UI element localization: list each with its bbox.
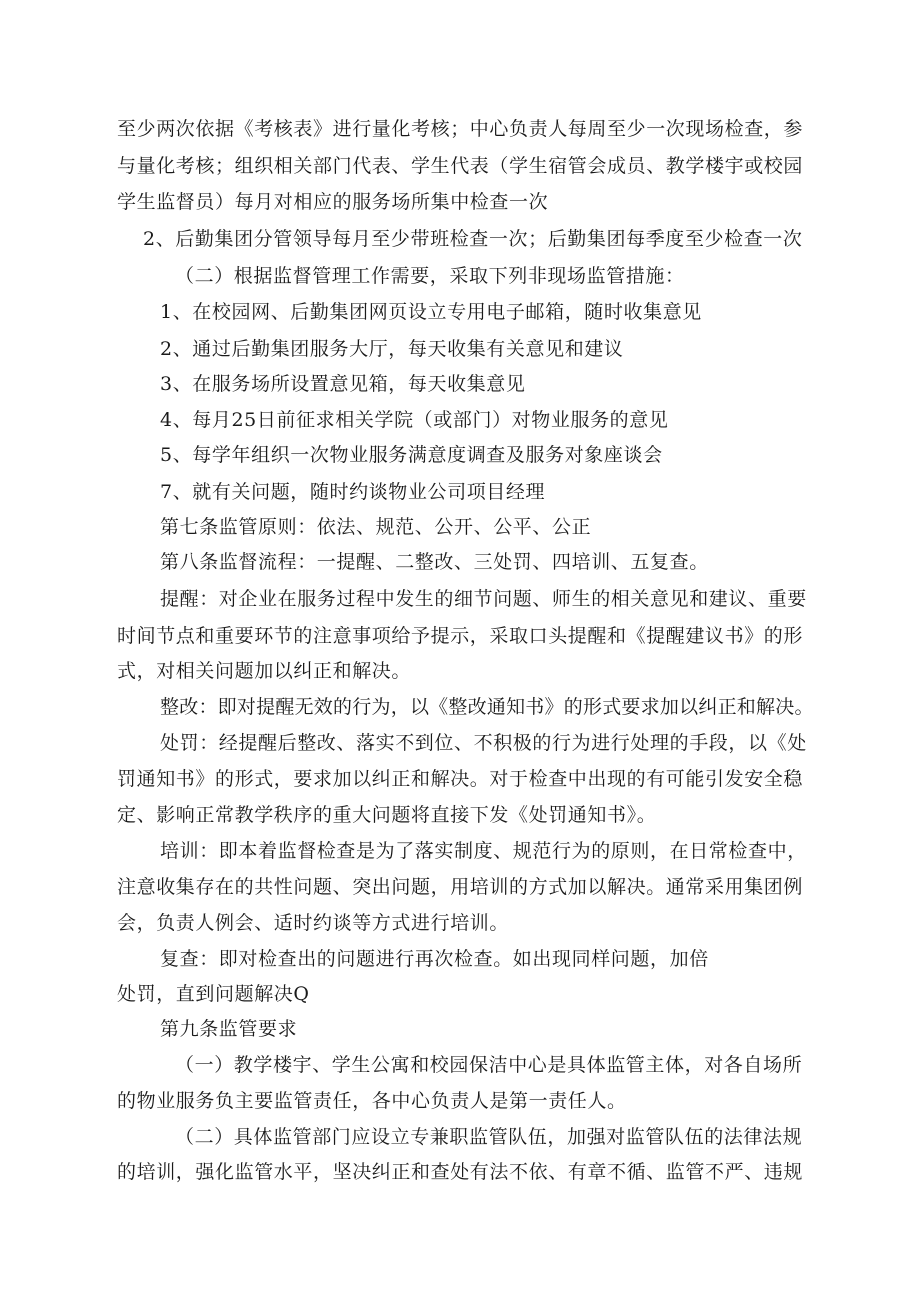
text-line: 4、每月25日前征求相关学院（或部门）对物业服务的意见: [160, 409, 669, 431]
text-line: 注意收集存在的共性问题、突出问题，用培训的方式加以解决。通常采用集团例: [117, 876, 804, 898]
text-line: 与量化考核；组织相关部门代表、学生代表（学生宿管会成员、教学楼宇或校园: [117, 155, 804, 177]
text-line: 罚通知书》的形式，要求加以纠正和解决。对于检查中出现的有可能引发安全稳: [117, 768, 804, 790]
text-line: 第九条监管要求: [160, 1018, 298, 1040]
text-line: 学生监督员）每月对相应的服务场所集中检查一次: [117, 191, 549, 213]
text-line: （二）根据监督管理工作需要，采取下列非现场监管措施：: [175, 265, 685, 287]
text-line: 2、后勤集团分管领导每月至少带班检查一次；后勤集团每季度至少检查一次: [143, 228, 803, 250]
text-line: 第七条监管原则：依法、规范、公开、公平、公正: [160, 516, 592, 538]
text-line: 3、在服务场所设置意见箱，每天收集意见: [160, 373, 526, 395]
text-line: 复查：即对检查出的问题进行再次检查。如出现同样问题，加倍: [160, 948, 709, 970]
text-line: 2、通过后勤集团服务大厅，每天收集有关意见和建议: [160, 338, 624, 360]
text-line: 处罚，直到问题解决Q: [117, 983, 310, 1005]
text-line: 至少两次依据《考核表》进行量化考核；中心负责人每周至少一次现场检查，参: [117, 118, 804, 140]
text-line: 5、每学年组织一次物业服务满意度调查及服务对象座谈会: [160, 444, 663, 466]
text-line: 定、影响正常教学秩序的重大问题将直接下发《处罚通知书》。: [117, 804, 657, 826]
text-line: 的物业服务负主要监管责任，各中心负责人是第一责任人。: [117, 1090, 627, 1112]
text-line: 1、在校园网、后勤集团网页设立专用电子邮箱，随时收集意见: [160, 301, 702, 323]
text-line: （二）具体监管部门应设立专兼职监管队伍，加强对监管队伍的法律法规: [175, 1126, 803, 1148]
text-line: 时间节点和重要环节的注意事项给予提示，采取口头提醒和《提醒建议书》的形: [117, 625, 804, 647]
text-line: 整改：即对提醒无效的行为，以《整改通知书》的形式要求加以纠正和解决。: [160, 696, 814, 718]
text-line: 第八条监督流程：一提醒、二整改、三处罚、四培训、五复查。: [160, 551, 709, 573]
text-line: 培训：即本着监督检查是为了落实制度、规范行为的原则，在日常检查中，: [160, 840, 807, 862]
text-line: 7、就有关问题，随时约谈物业公司项目经理: [160, 481, 546, 503]
text-line: 提醒：对企业在服务过程中发生的细节问题、师生的相关意见和建议、重要: [160, 588, 807, 610]
text-line: 式，对相关问题加以纠正和解决。: [117, 660, 412, 682]
text-line: 的培训，强化监管水平，坚决纠正和查处有法不依、有章不循、监管不严、违规: [117, 1161, 804, 1183]
text-line: 会，负责人例会、适时约谈等方式进行培训。: [117, 912, 510, 934]
text-line: 处罚：经提醒后整改、落实不到位、不积极的行为进行处理的手段，以《处: [160, 732, 807, 754]
text-line: （一）教学楼宇、学生公寓和校园保洁中心是具体监管主体，对各自场所: [175, 1054, 803, 1076]
